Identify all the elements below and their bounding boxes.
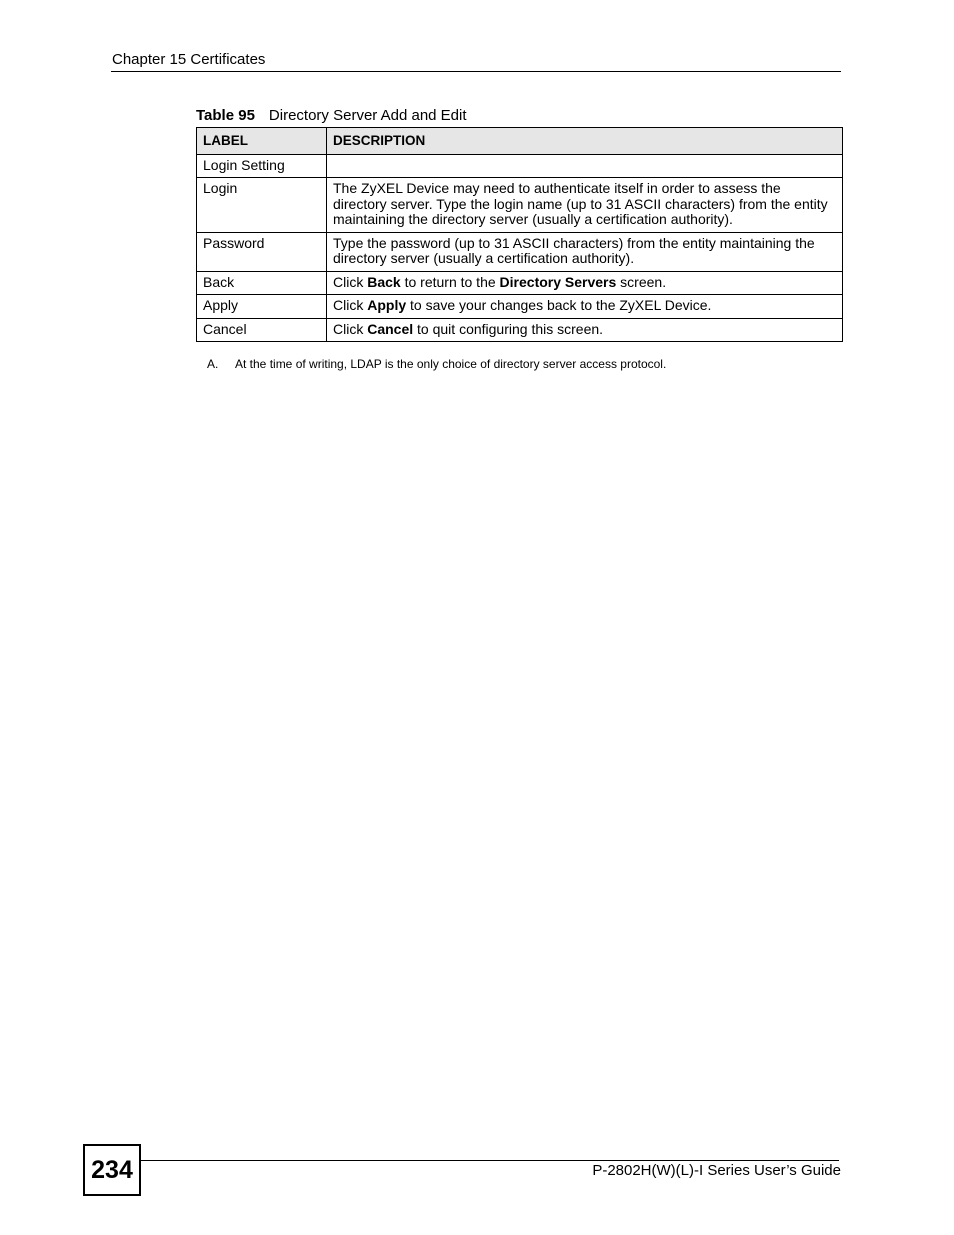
footer-rule (141, 1160, 839, 1161)
row-label: Back (197, 271, 327, 295)
row-label: Login Setting (197, 154, 327, 178)
table-row (197, 271, 843, 295)
page-number: 234 (83, 1144, 141, 1196)
row-description (327, 295, 843, 319)
table-row (197, 154, 843, 178)
description-table (196, 127, 843, 342)
chapter-header: Chapter 15 Certificates (112, 51, 266, 68)
column-header-label: LABEL (197, 128, 327, 155)
table-header-row (197, 128, 843, 155)
description-bold: Back (367, 273, 401, 290)
table-caption (196, 107, 467, 125)
table-row (197, 232, 843, 271)
footnote-mark: A. (207, 357, 219, 371)
table-row (197, 178, 843, 233)
row-description (327, 271, 843, 295)
description-text: to return to the (400, 273, 500, 290)
description-bold: Cancel (367, 320, 414, 337)
description-bold: Directory Servers (499, 273, 617, 290)
row-description (327, 154, 843, 178)
footnote-text: At the time of writing, LDAP is the only choice of directory server access protocol. (235, 357, 667, 371)
table-row (197, 295, 843, 319)
header-rule (111, 71, 841, 72)
description-text: Click (333, 273, 368, 290)
description-text: to quit configuring this screen. (413, 320, 604, 337)
description-text: Type the password (up to 31 ASCII characters) from the entity maintaining the directory server (usually a certification authority). (333, 234, 815, 266)
table-footnote (207, 357, 666, 372)
description-text: to save your changes back to the ZyXEL Device. (406, 297, 712, 313)
description-text: screen. (616, 273, 667, 290)
description-text: Click (333, 297, 368, 313)
row-label: Cancel (197, 318, 327, 342)
table-title: Directory Server Add and Edit (268, 107, 467, 124)
description-text: Click (333, 320, 368, 337)
row-description (327, 318, 843, 342)
row-label: Login (197, 178, 327, 233)
row-label: Apply (197, 295, 327, 319)
column-header-description: DESCRIPTION (327, 128, 843, 155)
table-number: Table 95 (196, 107, 255, 124)
row-description (327, 232, 843, 271)
table-row (197, 318, 843, 342)
description-bold: Apply (367, 297, 407, 313)
description-text: The ZyXEL Device may need to authenticate itself in order to assess the directory server. Type the login name (up to 31 ASCII characters) from the entity maintaining the directory server (usually a certification authority). (333, 180, 828, 227)
guide-title: P-2802H(W)(L)-I Series User’s Guide (592, 1162, 841, 1179)
row-label: Password (197, 232, 327, 271)
row-description (327, 178, 843, 233)
